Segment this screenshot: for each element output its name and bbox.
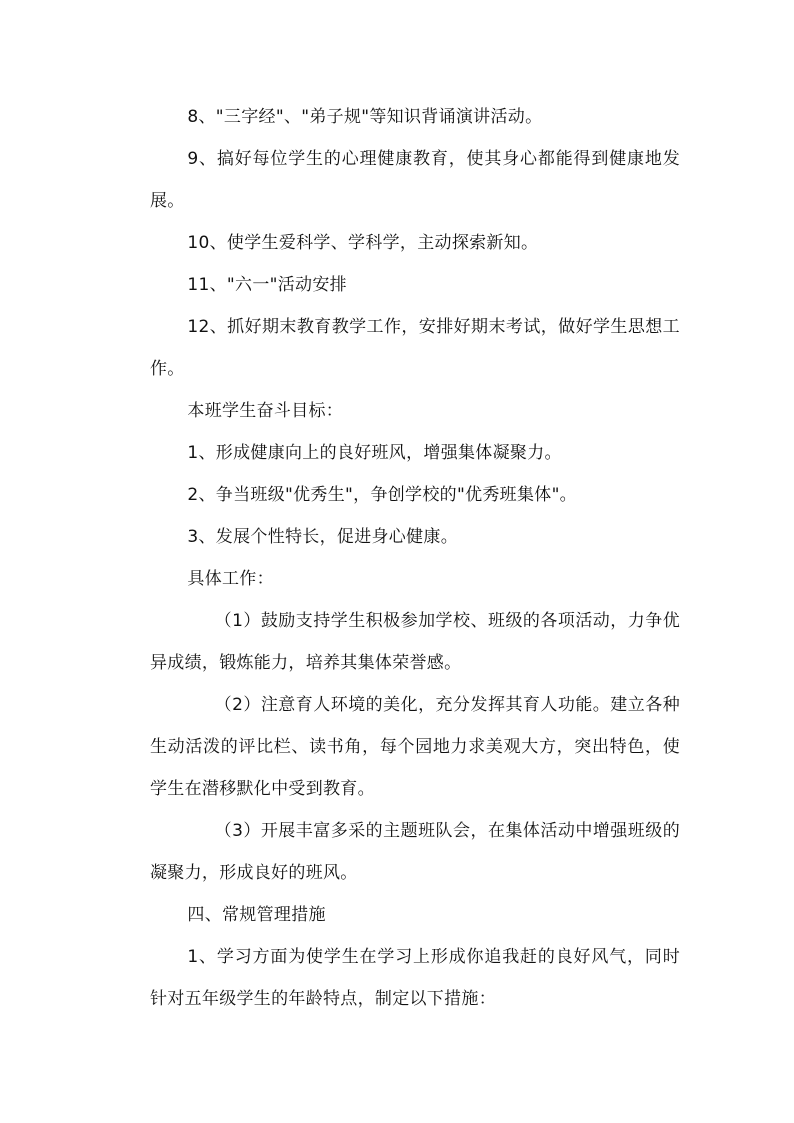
section-heading-goals: 本班学生奋斗目标： (187, 401, 344, 421)
paragraph-item-12: 12、抓好期末教育教学工作，安排好期末考试，做好学生思想工作。 (150, 317, 680, 379)
section-heading-routine-management: 四、常规管理措施 (187, 905, 326, 925)
paragraph-item-8: 8、"三字经"、"弟子规"等知识背诵演讲活动。 (187, 107, 543, 127)
paragraph-item-9: 9、搞好每位学生的心理健康教育，使其身心都能得到健康地发展。 (150, 149, 680, 211)
paragraph-item-11: 11、"六一"活动安排 (187, 275, 347, 295)
work-item-1: （1）鼓励支持学生积极参加学校、班级的各项活动，力争优异成绩，锻炼能力，培养其集体荣誉感。 (150, 611, 680, 673)
goal-item-2: 2、争当班级"优秀生"，争创学校的"优秀班集体"。 (187, 485, 577, 505)
measure-item-1: 1、学习方面为使学生在学习上形成你追我赶的良好风气，同时针对五年级学生的年龄特点，制定以下措施： (150, 947, 680, 1009)
work-item-2: （2）注意育人环境的美化，充分发挥其育人功能。建立各种生动活泼的评比栏、读书角，每个园地力求美观大方，突出特色，使学生在潜移默化中受到教育。 (150, 695, 680, 799)
paragraph-item-10: 10、使学生爱科学、学科学，主动探索新知。 (187, 233, 539, 253)
work-item-3: （3）开展丰富多采的主题班队会，在集体活动中增强班级的凝聚力，形成良好的班风。 (150, 821, 680, 883)
goal-item-3: 3、发展个性特长，促进身心健康。 (187, 527, 459, 547)
section-heading-specific-work: 具体工作： (187, 569, 274, 589)
document-body (150, 96, 680, 1020)
goal-item-1: 1、形成健康向上的良好班风，增强集体凝聚力。 (187, 443, 562, 463)
